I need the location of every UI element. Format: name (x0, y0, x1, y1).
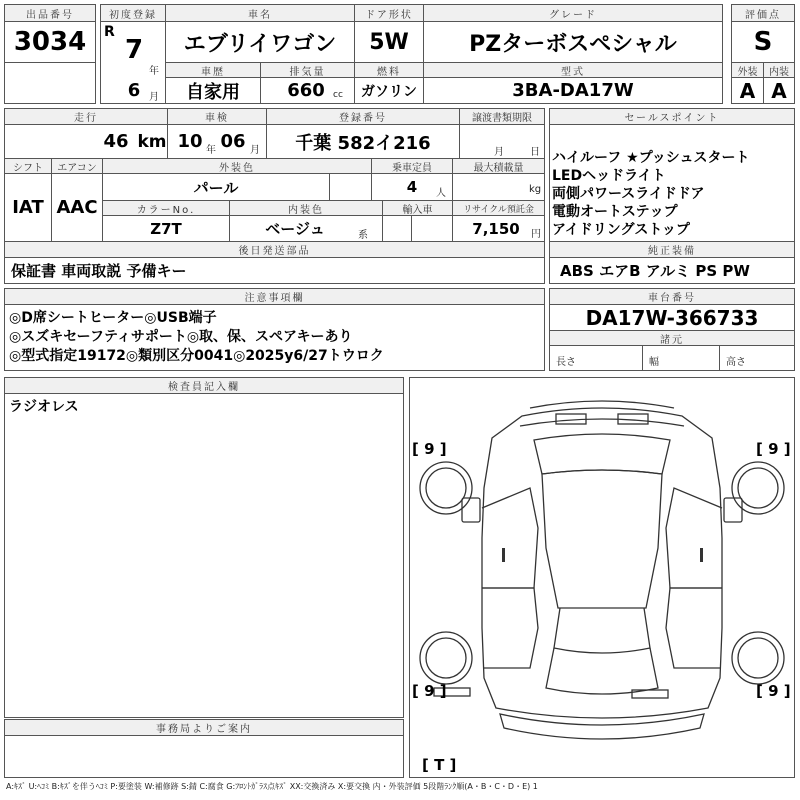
door-box (354, 21, 424, 63)
legend: A:ｷｽﾞ U:ﾍｺﾐ B:ｷｽﾞを伴うﾍｺﾐ P:要塗装 W:補修跡 S:錆 C:腐食 G:ﾌﾛﾝﾄｶﾞﾗｽ点ｷｽﾞ XX:交換済み X:要交換 内・外装評価 5段階ﾗﾝｸ順(A・B・C・D・E) 1 (6, 782, 538, 791)
recycle-label: リサイクル預託金 (452, 200, 545, 216)
interior-label: 内装 (763, 62, 795, 78)
sales-point: 電動オートステップ (552, 204, 678, 220)
wheel-fl-inner (426, 468, 466, 508)
color-no-box (102, 215, 230, 242)
wheel-fr-inner (738, 468, 778, 508)
sales-label: セールスポイント (549, 108, 795, 125)
left-mirror (462, 498, 480, 522)
first-reg-label: 初度登録 (100, 4, 166, 22)
color-blank (329, 173, 372, 201)
equip-label: 純正装備 (549, 241, 795, 258)
color: パール (193, 178, 239, 197)
right-mirror (724, 498, 742, 522)
capacity-label: 乗車定員 (371, 158, 453, 174)
right-door-rear (666, 588, 722, 668)
reg-no-label: 登録番号 (266, 108, 460, 125)
sales-box (549, 124, 795, 242)
door-label: ドア形状 (354, 4, 424, 22)
grade-box (423, 21, 723, 63)
displacement-box (260, 77, 355, 104)
color-no: Z7T (150, 219, 182, 238)
dims-label: 諸元 (549, 330, 795, 346)
ac: AAC (56, 197, 98, 218)
capacity-box (371, 173, 453, 201)
car-name: エブリイワゴン (183, 31, 337, 57)
door-type: 5W (369, 29, 409, 55)
int-color-label: 内装色 (229, 200, 383, 216)
model: 3BA-DA17W (512, 80, 634, 101)
wheel-rr-inner (738, 638, 778, 678)
width-label: 幅 (649, 357, 659, 368)
year-unit: 年 (149, 66, 159, 77)
spare-tire-score: [ T ] (422, 756, 457, 774)
notes-label: 注意事項欄 (4, 288, 545, 305)
grade-label: グレード (423, 4, 723, 22)
inspection-label: 車検 (167, 108, 267, 125)
displacement-unit: cc (333, 90, 343, 100)
history: 自家用 (186, 81, 240, 103)
length-label: 長さ (556, 357, 576, 368)
wheel-rr (732, 632, 784, 684)
era: R (104, 24, 115, 40)
displacement: 660 (287, 80, 325, 101)
tire-fr-score: [ 9 ] (756, 440, 791, 458)
inspection-box (167, 124, 267, 159)
import-label: 輸入車 (382, 200, 453, 216)
car-diagram (410, 378, 794, 777)
rear-window (554, 608, 650, 653)
wheel-rl (420, 632, 472, 684)
lot-blank (4, 62, 96, 104)
reg-no: 千葉 582イ216 (295, 132, 431, 154)
color-no-label: カラーNo. (102, 200, 230, 216)
transfer-box (459, 124, 545, 159)
left-door-handle (502, 548, 505, 562)
int-color-unit: 系 (358, 230, 368, 241)
score: S (753, 27, 773, 57)
sales-point: 両側パワースライドドア (552, 186, 705, 202)
body-outline (482, 408, 722, 718)
inspector-box (4, 393, 404, 718)
import-box-2 (411, 215, 453, 242)
left-door-rear (482, 588, 538, 668)
history-label: 車歴 (165, 62, 261, 78)
interior-score: A (771, 78, 787, 103)
inspector-label: 検査員記入欄 (4, 377, 404, 394)
note-item: ◎型式指定19172◎類別区分0041◎2025y6/27トウロク (9, 348, 384, 364)
front-bumper (530, 401, 674, 408)
color-label: 外装色 (102, 158, 372, 174)
insp-month: 06 (220, 131, 246, 152)
interior-box (763, 77, 795, 104)
month-unit: 月 (149, 92, 159, 103)
lot-label: 出品番号 (4, 4, 96, 22)
sales-point: LEDヘッドライト (552, 168, 666, 184)
int-color-box (229, 215, 383, 242)
length-box (549, 345, 643, 371)
tire-fl-score: [ 9 ] (412, 440, 447, 458)
shift: IAT (12, 197, 44, 218)
fuel-label: 燃料 (354, 62, 424, 78)
capacity-unit: 人 (436, 188, 446, 199)
windshield (534, 434, 670, 474)
recycle-box (452, 215, 545, 242)
wheel-fr (732, 462, 784, 514)
reg-no-box (266, 124, 460, 159)
left-door-front (482, 488, 538, 588)
displacement-label: 排気量 (260, 62, 355, 78)
right-door-front (666, 488, 722, 588)
right-door-handle (700, 548, 703, 562)
later-label: 後日発送部品 (4, 241, 545, 258)
mileage-unit: km (137, 131, 167, 152)
car-name-label: 車名 (165, 4, 355, 22)
insp-month-unit: 月 (250, 145, 260, 156)
lot-number: 3034 (13, 27, 87, 57)
recycle: 7,150 (472, 219, 520, 238)
later-parts: 保証書 車両取説 予備キー (11, 262, 187, 280)
grade: PZターボスペシャル (469, 31, 677, 57)
model-label: 型式 (423, 62, 723, 78)
car-name-box (165, 21, 355, 63)
note-item: ◎スズキセーフティサポート◎取、保、スペアキーあり (9, 329, 353, 345)
reg-month: 6 (127, 79, 141, 101)
color-box (102, 173, 330, 201)
ac-box (51, 173, 103, 242)
transfer-label: 譲渡書類期限 (459, 108, 545, 125)
score-box (731, 21, 795, 63)
hood-line (520, 419, 684, 426)
capacity: 4 (406, 178, 418, 196)
height-label: 高さ (726, 357, 746, 368)
chassis-label: 車台番号 (549, 288, 795, 305)
model-box (423, 77, 723, 104)
exterior-score: A (739, 78, 756, 103)
transfer-month-unit: 月 (494, 147, 504, 158)
later-box (4, 257, 545, 284)
int-color: ベージュ (265, 220, 325, 238)
note-item: ◎D席シートヒーター◎USB端子 (9, 310, 217, 326)
wheel-fl (420, 462, 472, 514)
equipment: ABS エアB アルミ PS PW (560, 262, 750, 280)
tire-rr-score: [ 9 ] (756, 682, 791, 700)
import-box-1 (382, 215, 412, 242)
sales-points-list (552, 149, 749, 239)
load-box (452, 173, 545, 201)
mileage-label: 走行 (4, 108, 168, 125)
notes-list (9, 309, 384, 366)
mileage: 46 (103, 131, 129, 152)
fuel-box (354, 77, 424, 104)
history-box (165, 77, 261, 104)
inspector-text: ラジオレス (9, 399, 79, 415)
chassis-number: DA17W-366733 (585, 305, 759, 330)
tire-rl-score: [ 9 ] (412, 682, 447, 700)
roof (542, 470, 662, 608)
chassis-box (549, 304, 795, 331)
office-box (4, 735, 404, 778)
score-label: 評価点 (731, 4, 795, 22)
sales-point: アイドリングストップ (552, 222, 690, 238)
insp-year: 10 (177, 131, 203, 152)
transfer-day-unit: 日 (530, 147, 540, 158)
equip-box (549, 257, 795, 284)
ac-label: エアコン (51, 158, 103, 174)
shift-label: シフト (4, 158, 52, 174)
width-box (642, 345, 720, 371)
fuel: ガソリン (361, 83, 417, 100)
rear-hatch (546, 648, 658, 694)
notes-box (4, 304, 545, 371)
mileage-box (4, 124, 168, 159)
insp-year-unit: 年 (206, 145, 216, 156)
sales-point: ハイルーフ ★プッシュスタート (552, 150, 750, 166)
lot-box (4, 21, 96, 63)
load-label: 最大積載量 (452, 158, 545, 174)
office-label: 事務局よりご案内 (4, 719, 404, 736)
exterior-box (731, 77, 764, 104)
car-diagram-box (409, 377, 795, 778)
height-box (719, 345, 795, 371)
recycle-unit: 円 (531, 229, 541, 240)
wheel-rl-inner (426, 638, 466, 678)
exterior-label: 外装 (731, 62, 764, 78)
reg-year: 7 (124, 35, 144, 65)
load-unit: kg (529, 184, 542, 195)
shift-box (4, 173, 52, 242)
first-reg-box (100, 21, 166, 104)
